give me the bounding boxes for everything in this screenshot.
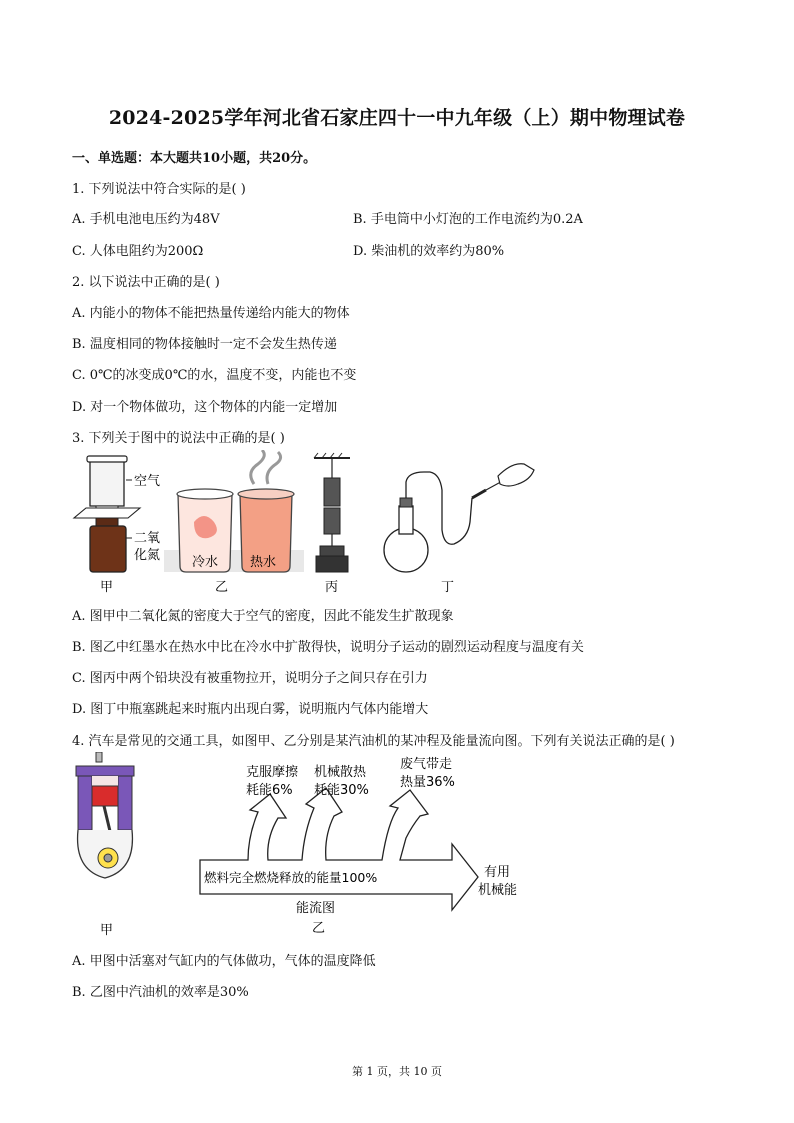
energy-flow-arrows (200, 788, 478, 910)
energy-flow-caption: 能流图 (296, 901, 336, 916)
question-2-option-c: C. 0℃的冰变成0℃的水，温度不变，内能也不变 (72, 368, 357, 383)
question-2-stem: 2. 以下说法中正确的是( ) (72, 275, 220, 290)
figure-label-jia: 甲 (100, 580, 114, 595)
section-heading: 一、单选题：本大题共10小题，共20分。 (72, 151, 317, 166)
lead-blocks-apparatus (314, 453, 350, 572)
question-3-stem: 3. 下列关于图中的说法中正确的是( ) (72, 431, 285, 446)
question-1-option-b: B. 手电筒中小灯泡的工作电流约为0.2A (353, 212, 583, 227)
useful-energy-label-1: 有用 (484, 865, 511, 880)
question-2-option-d: D. 对一个物体做功，这个物体的内能一定增加 (72, 400, 338, 415)
friction-label-1: 克服摩擦 (246, 765, 299, 780)
question-3-option-d: D. 图丁中瓶塞跳起来时瓶内出现白雾，说明瓶内气体内能增大 (72, 702, 429, 717)
heat-label-2: 耗能30% (314, 783, 369, 798)
friction-label-2: 耗能6% (246, 783, 293, 798)
energy-flow-label-yi: 乙 (312, 921, 326, 936)
question-1-stem: 1. 下列说法中符合实际的是( ) (72, 182, 246, 197)
no2-label-line2: 化氮 (134, 548, 161, 563)
question-1-option-d: D. 柴油机的效率约为80% (353, 244, 505, 259)
page-title: 2024-2025学年河北省石家庄四十一中九年级（上）期中物理试卷 (108, 107, 686, 129)
useful-energy-label-2: 机械能 (478, 883, 518, 898)
question-2-option-b: B. 温度相同的物体接触时一定不会发生热传递 (72, 337, 337, 352)
question-3-option-a: A. 图甲中二氧化氮的密度大于空气的密度，因此不能发生扩散现象 (72, 609, 454, 624)
cold-water-label: 冷水 (192, 555, 219, 570)
question-4-option-b: B. 乙图中汽油机的效率是30% (72, 985, 249, 1000)
question-4-figure (68, 752, 538, 942)
engine-label-jia: 甲 (100, 923, 114, 938)
figure-label-yi: 乙 (215, 580, 229, 595)
heat-label-1: 机械散热 (314, 765, 367, 780)
flask-pump-apparatus (384, 464, 534, 572)
hot-water-label: 热水 (250, 555, 277, 570)
question-1-option-a: A. 手机电池电压约为48V (72, 212, 220, 227)
air-label: 空气 (134, 474, 161, 489)
fuel-energy-label: 燃料完全燃烧释放的能量100% (204, 870, 378, 885)
gas-jar-apparatus (74, 456, 140, 572)
no2-label-line1: 二氧 (134, 531, 161, 546)
page-footer: 第 1 页，共 10 页 (352, 1065, 442, 1078)
exhaust-label-1: 废气带走 (400, 757, 453, 772)
question-2-option-a: A. 内能小的物体不能把热量传递给内能大的物体 (72, 306, 350, 321)
question-1-option-c: C. 人体电阻约为200Ω (72, 244, 204, 259)
question-4-option-a: A. 甲图中活塞对气缸内的气体做功，气体的温度降低 (72, 954, 376, 969)
question-3-figure (68, 450, 538, 598)
figure-label-ding: 丁 (441, 580, 455, 595)
question-3-option-c: C. 图丙中两个铅块没有被重物拉开，说明分子之间只存在引力 (72, 671, 428, 686)
question-3-option-b: B. 图乙中红墨水在热水中比在冷水中扩散得快，说明分子运动的剧烈运动程度与温度有关 (72, 640, 584, 655)
exhaust-label-2: 热量36% (400, 775, 455, 790)
engine-cylinder (76, 752, 134, 878)
question-4-stem: 4. 汽车是常见的交通工具，如图甲、乙分别是某汽油机的某冲程及能量流向图。下列有关说法正确的是( ) (72, 734, 675, 749)
figure-label-bing: 丙 (325, 580, 339, 595)
beakers-diffusion (164, 450, 304, 572)
